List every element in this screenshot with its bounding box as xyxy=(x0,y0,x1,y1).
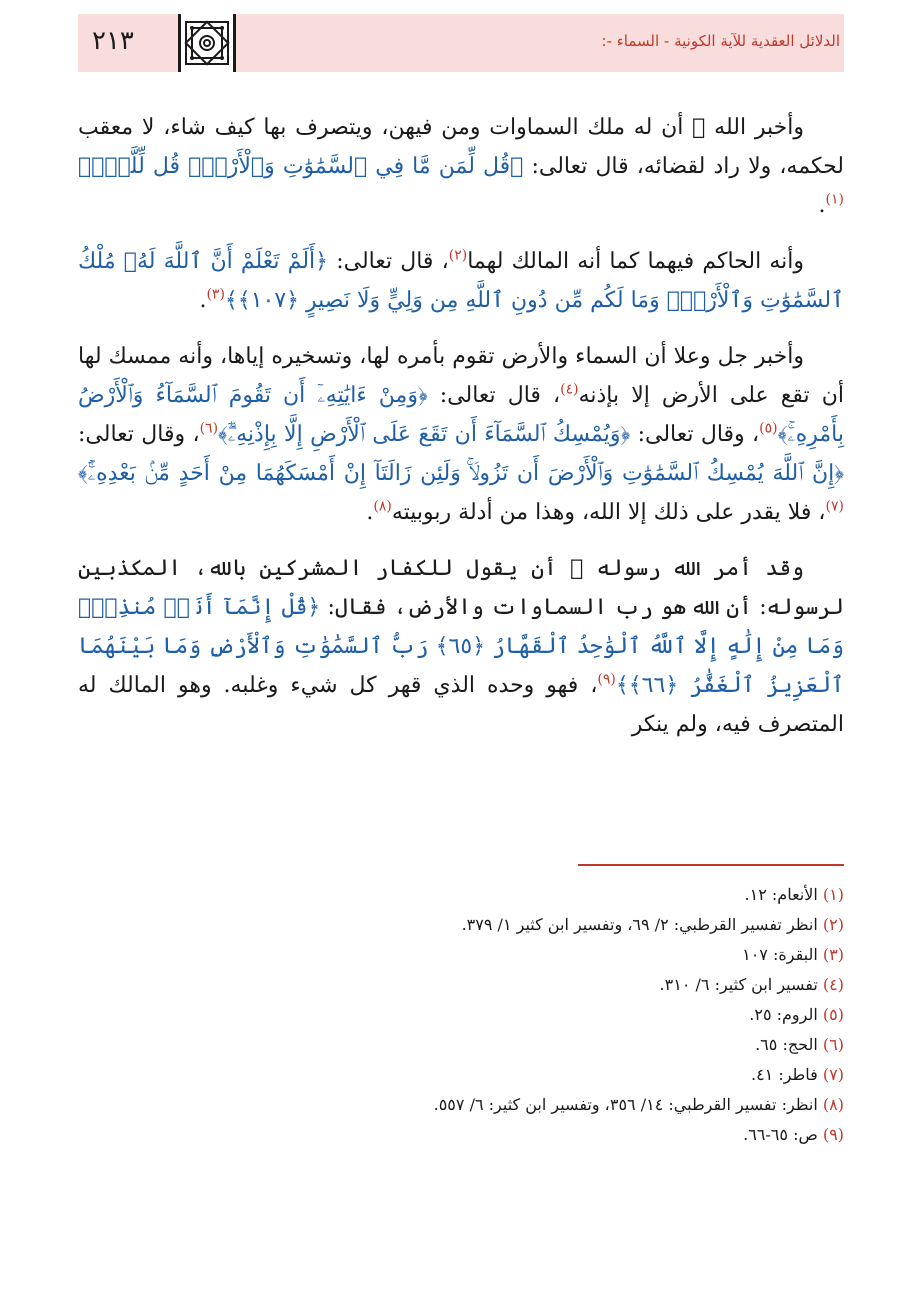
footnote-ref: (٨) xyxy=(373,498,392,515)
footnote-item xyxy=(78,1030,844,1060)
text-run: ، قال تعالى: xyxy=(427,383,561,408)
paragraph xyxy=(78,108,844,225)
footnote-item xyxy=(78,970,844,1000)
footnote-item xyxy=(78,1120,844,1150)
page-number: ٢١٣ xyxy=(92,26,134,56)
footnote-text: فاطر: ٤١. xyxy=(750,1065,818,1084)
footnote-text: الأنعام: ١٢. xyxy=(744,885,818,904)
footnote-text: الحج: ٦٥. xyxy=(755,1035,818,1054)
footnote-number: (٤) xyxy=(822,975,844,994)
footnote-number: (٩) xyxy=(822,1125,844,1144)
quran-verse: ﴿إِنَّ ٱللَّهَ يُمْسِكُ ٱلسَّمَٰوَٰتِ وَٱلْأَرْضَ أَن تَزُولَاۚ وَلَئِن زَالَتَآ إِنْ أَمْسَكَهُمَا مِنْ أَحَدٍ مِّنۢ بَعْدِهِۦٓۚ﴾ xyxy=(78,461,844,486)
footnote-item xyxy=(78,1000,844,1030)
footnote-text: ص: ٦٥-٦٦. xyxy=(743,1125,818,1144)
text-run: . xyxy=(818,193,826,218)
footnote-text: الروم: ٢٥. xyxy=(749,1005,818,1024)
footnote-item xyxy=(78,940,844,970)
footnote-ref: (١) xyxy=(825,191,844,208)
text-run: . xyxy=(199,288,207,313)
paragraph xyxy=(78,242,844,320)
quran-verse: ﴿قُل لِّمَن مَّا فِي ٱلسَّمَٰوَٰتِ وَٱلْأَرْضِۖ قُل لِّلَّهِۚ﴾ xyxy=(78,154,524,179)
footnote-ref: (٣) xyxy=(206,286,225,303)
footnote-text: انظر تفسير القرطبي: ٢/ ٦٩، وتفسير ابن كثير ١/ ٣٧٩. xyxy=(461,915,818,934)
text-run: ، قال تعالى: xyxy=(328,249,449,274)
text-run: ، وقال تعالى: xyxy=(630,422,760,447)
footnotes xyxy=(78,880,844,1150)
footnote-number: (٦) xyxy=(822,1035,844,1054)
footnote-ref: (٢) xyxy=(448,247,468,264)
quran-verse: ﴿وَيُمْسِكُ ٱلسَّمَآءَ أَن تَقَعَ عَلَى ٱلْأَرْضِ إِلَّا بِإِذْنِهِۦٓۗ﴾ xyxy=(218,422,631,447)
text-run: ، فهو وحده الذي قهر كل شيء وغلبه. وهو المالك له المتصرف فيه، ولم ينكر xyxy=(78,673,844,737)
footnote-number: (١) xyxy=(822,885,844,904)
geometric-star-ornament-icon xyxy=(178,14,236,72)
paragraph xyxy=(78,549,844,744)
paragraph xyxy=(78,337,844,532)
footnote-item xyxy=(78,910,844,940)
footnote-ref: (٥) xyxy=(759,420,778,437)
footnote-number: (٨) xyxy=(822,1095,844,1114)
footnote-ref: (٦) xyxy=(199,420,219,437)
footnote-text: تفسير ابن كثير: ٦/ ٣١٠. xyxy=(659,975,818,994)
footnote-ref: (٩) xyxy=(597,671,616,688)
footnote-text: انظر: تفسير القرطبي: ١٤/ ٣٥٦، وتفسير ابن كثير: ٦/ ٥٥٧. xyxy=(433,1095,818,1114)
footnote-item xyxy=(78,880,844,910)
footnote-number: (٥) xyxy=(822,1005,844,1024)
page-header xyxy=(78,14,844,72)
text-run: ، وقال تعالى: xyxy=(78,422,200,447)
quran-verse: ﴿وَمِنْ ءَايَٰتِهِۦٓ أَن تَقُومَ ٱلسَّمَآءُ وَٱلْأَرْضُ بِأَمْرِهِۦۚ﴾ xyxy=(78,383,844,447)
text-run: . xyxy=(366,500,374,525)
main-text xyxy=(78,108,844,761)
footnote-number: (٣) xyxy=(822,945,844,964)
text-run: وأنه الحاكم فيهما كما أنه المالك لهما xyxy=(467,249,804,274)
running-title: الدلائل العقدية للآية الكونية - السماء -: xyxy=(601,32,840,50)
text-run: وقد أمر الله رسوله ﷺ أن يقول للكفار المشركين بالله، المكذبين لرسوله: أن الله هو رب السماوات والأرض، فقال: xyxy=(78,556,844,620)
footnote-item xyxy=(78,1090,844,1120)
footnote-ref: (٧) xyxy=(825,498,844,515)
footnote-ref: (٤) xyxy=(560,381,579,398)
footnote-text: البقرة: ١٠٧ xyxy=(742,945,818,964)
text-run: وأخبر جل وعلا أن السماء والأرض تقوم بأمره لها، وتسخيره إياها، وأنه ممسك لها أن تقع على الأرض إلا بإذنه xyxy=(78,344,845,408)
footnote-number: (٢) xyxy=(822,915,844,934)
text-run: ، فلا يقدر على ذلك إلا الله، وهذا من أدلة ربوبيته xyxy=(391,500,826,525)
quran-verse: ﴿قُلْ إِنَّمَآ أَنَا۠ مُنذِرٌۖ وَمَا مِنْ إِلَٰهٍ إِلَّا ٱللَّهُ ٱلْوَٰحِدُ ٱلْقَهَّارُ ﴿٦٥﴾ رَبُّ ٱلسَّمَٰوَٰتِ وَٱلْأَرْضِ وَمَا بَيْنَهُمَا ٱلْعَزِيزُ ٱلْغَفَّٰرُ ﴿٦٦﴾﴾ xyxy=(78,595,844,698)
footnote-divider xyxy=(578,864,844,866)
text-run: وأخبر الله ﷻ أن له ملك السماوات ومن فيهن، ويتصرف بها كيف شاء، لا معقب لحكمه، ولا راد لقضائه، قال تعالى: xyxy=(78,115,844,179)
footnote-item xyxy=(78,1060,844,1090)
quran-verse: ﴿أَلَمْ تَعْلَمْ أَنَّ ٱللَّهَ لَهُۥ مُلْكُ ٱلسَّمَٰوَٰتِ وَٱلْأَرْضِۗ وَمَا لَكُم مِّن دُونِ ٱللَّهِ مِن وَلِيٍّ وَلَا نَصِيرٍ ﴿١٠٧﴾﴾ xyxy=(78,249,844,313)
footnote-number: (٧) xyxy=(822,1065,844,1084)
